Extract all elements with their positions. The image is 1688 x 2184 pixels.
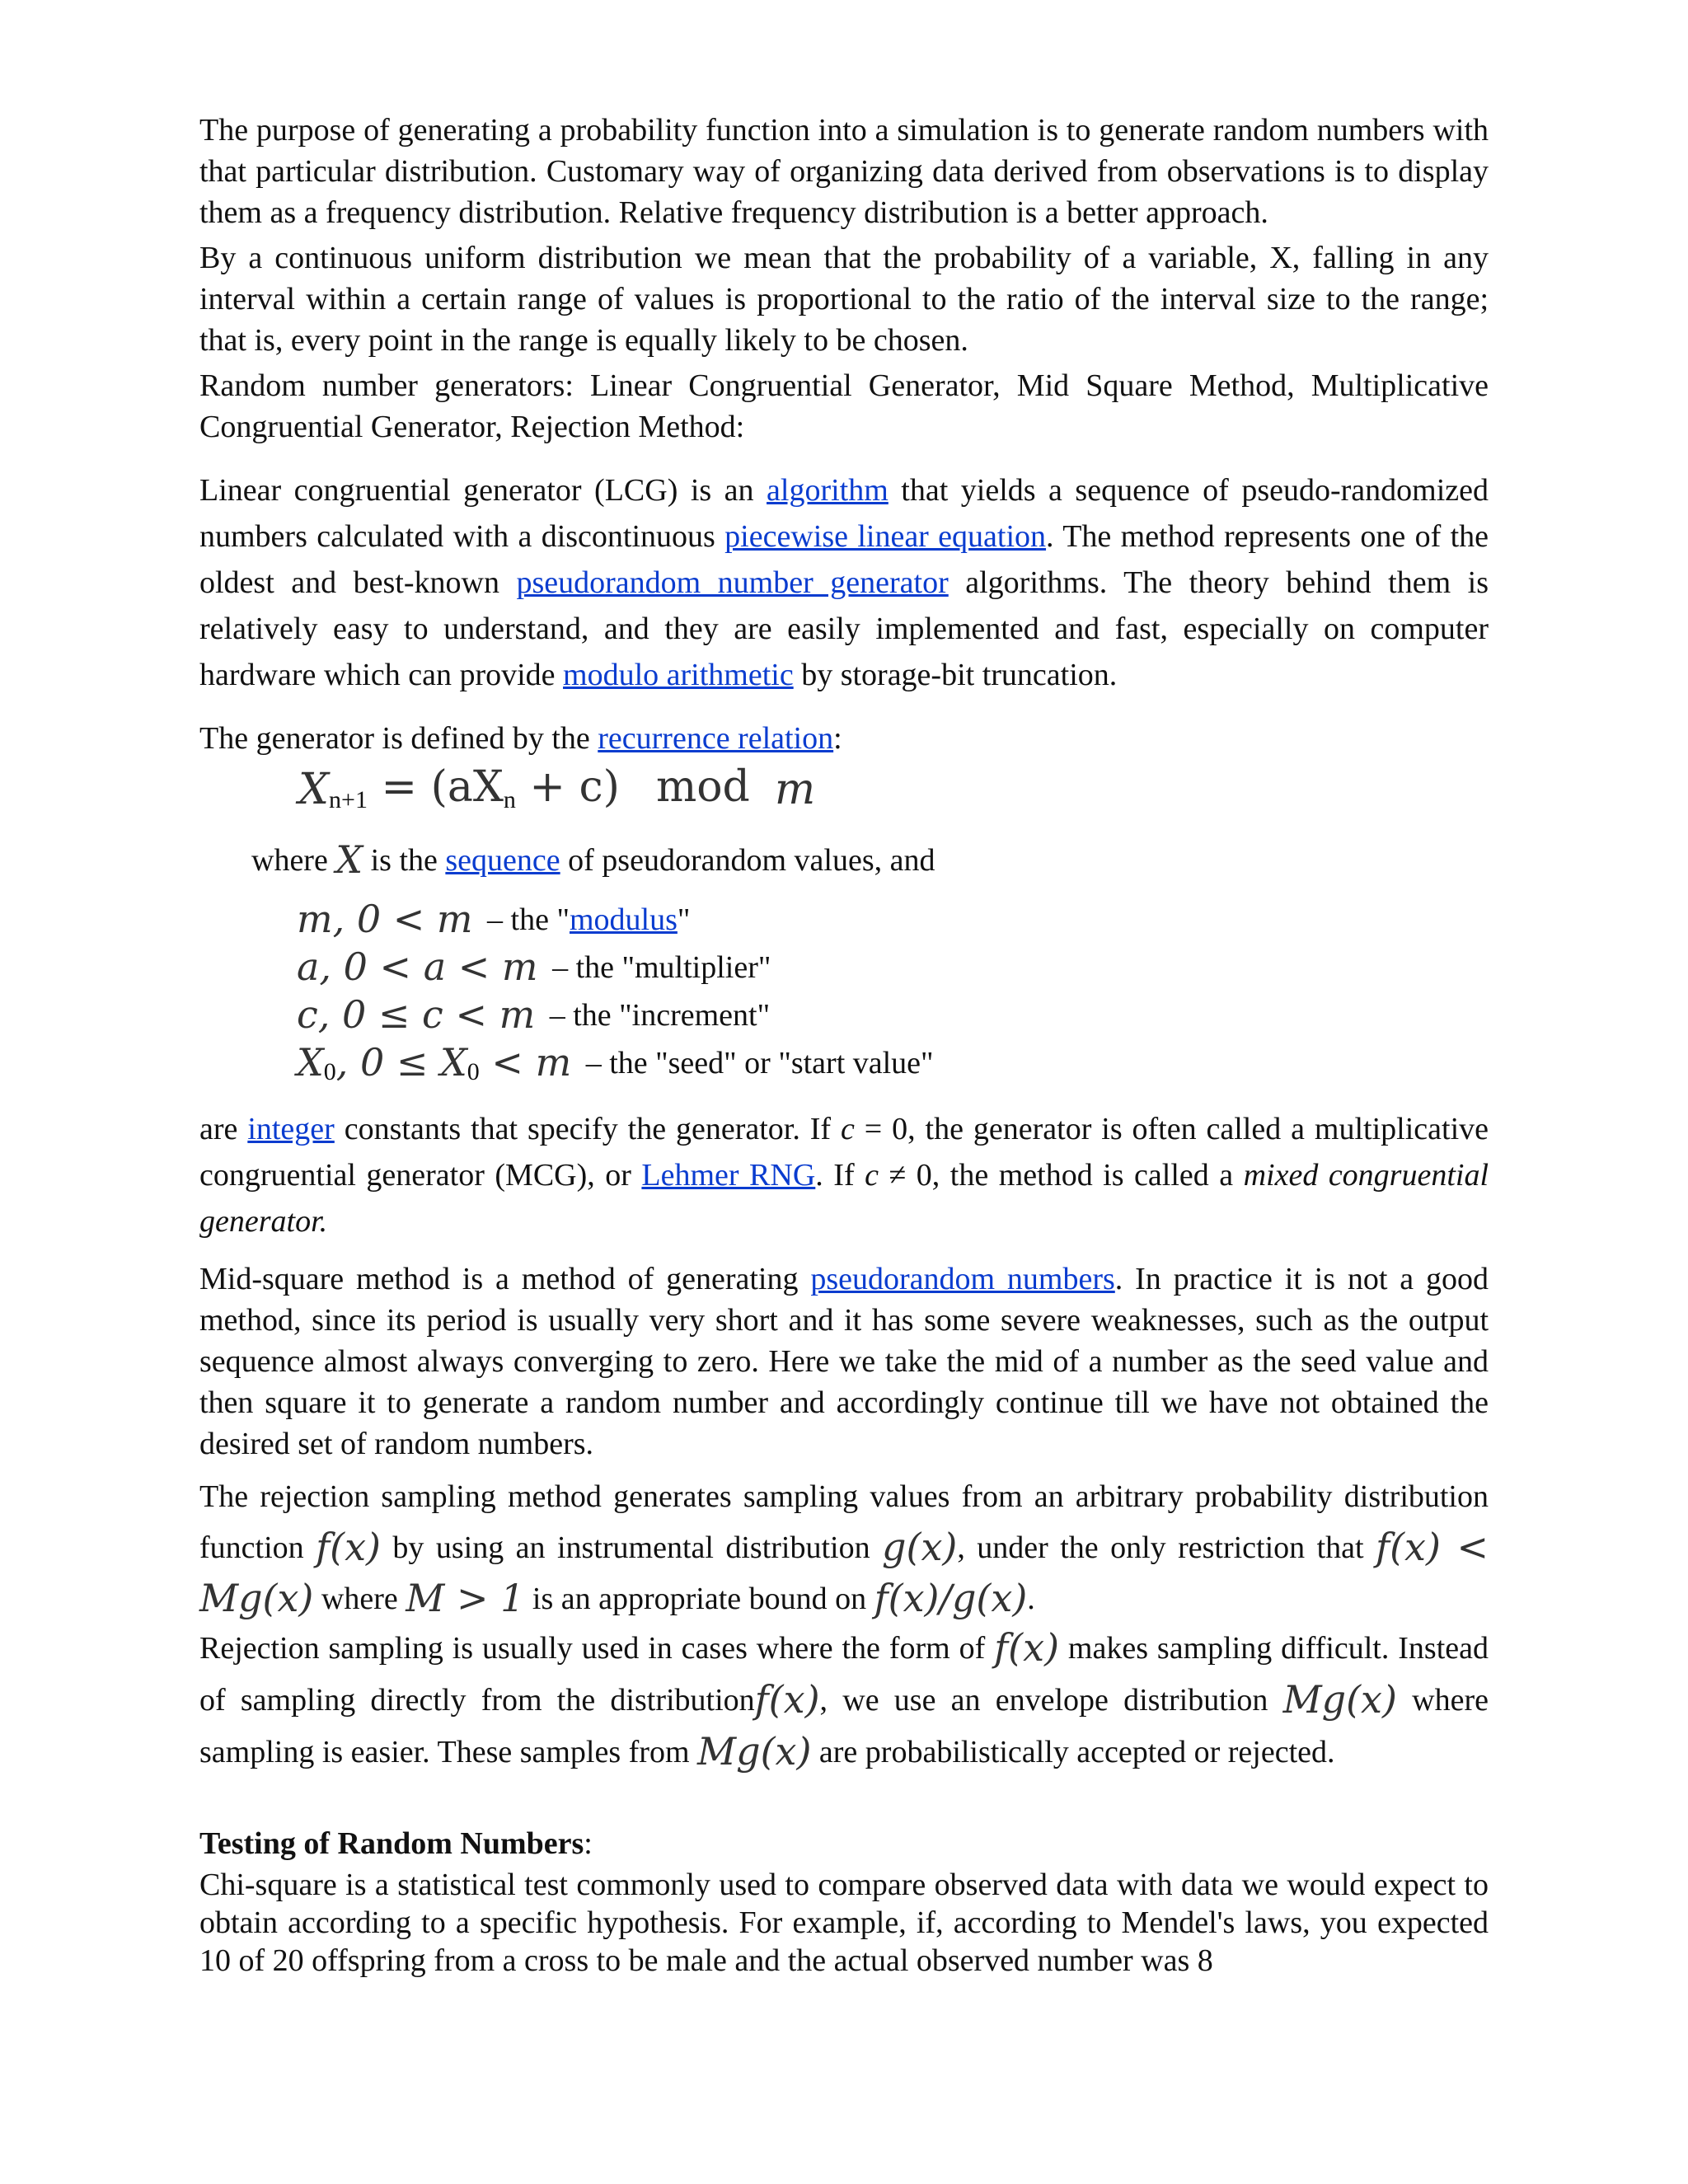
paragraph-constants: are integer constants that specify the generator. If c = 0, the generator is often called a multiplicative congruential generator (MCG), or Lehmer RNG. If c ≠ 0, the method is called a mixed congruential generator. <box>199 1112 1489 1239</box>
link-lehmer-rng[interactable]: Lehmer RNG <box>641 1158 816 1193</box>
param-multiplier: a, 0 < a < m – the "multiplier" <box>297 944 771 989</box>
param-seed: $X_0$, $0 \le X_0 < m$ – the "seed" or "start value" <box>297 1040 934 1085</box>
link-pseudorandom-number-generator[interactable]: pseudorandom number generator <box>516 565 949 600</box>
paragraph-chi-square: Chi-square is a statistical test commonly used to compare observed data with data we would expect to obtain according to a specific hypothesis. For example, if, according to Mendel's laws, you expected 10 of 20 offspring from a cross to be male and the actual observed number was 8 <box>199 1868 1489 1978</box>
gen-text-2: : <box>833 721 842 756</box>
link-algorithm[interactable]: algorithm <box>767 473 889 508</box>
paragraph-rejection-2: Rejection sampling is usually used in cases where the form of f(x) makes sampling difficult. Instead of sampling directly from the distributionf(x), we use an envelope distribution Mg(x) where sampling is easier. These samples from Mg(x) are probabilistically accepted or rejected. <box>199 1625 1489 1774</box>
paragraph-generators-list: Random number generators: Linear Congruential Generator, Mid Square Method, Multiplicative Congruential Generator, Rejection Method: <box>199 368 1489 444</box>
paragraph-generator-definition <box>199 718 1489 759</box>
gen-text-1: The generator is defined by the <box>199 721 598 756</box>
mixed-congruential-term: mixed congruential generator. <box>199 1158 1489 1239</box>
where-line: where X is the sequence of pseudorandom values, and <box>251 837 935 882</box>
lcg-text-1: Linear congruential generator (LCG) is an <box>199 473 767 508</box>
testing-heading-text: Testing of Random Numbers <box>199 1826 584 1861</box>
lcg-text-2: that yields a sequence of pseudo-randomized numbers calculated with a discontinuous <box>199 473 1489 554</box>
lcg-text-5: by storage-bit truncation. <box>793 658 1118 692</box>
testing-heading: Testing of Random Numbers: <box>199 1826 593 1861</box>
link-pseudorandom-numbers[interactable]: pseudorandom numbers <box>810 1262 1115 1296</box>
link-recurrence-relation[interactable]: recurrence relation <box>598 721 834 756</box>
link-piecewise-linear-equation[interactable]: piecewise linear equation <box>724 519 1047 554</box>
recurrence-formula: $X_{n+1} = (aX_n + c)$ mod m <box>298 762 816 814</box>
paragraph-lcg <box>199 467 1489 698</box>
paragraph-mid-square: Mid-square method is a method of generating pseudorandom numbers. In practice it is not a good method, since its period is usually very short and it has some severe weaknesses, such as the output sequence almost always converging to zero. Here we take the mid of a number as the seed value and then square it to generate a random number and accordingly continue till we have not obtained the desired set of random numbers. <box>199 1262 1489 1461</box>
param-modulus: m, 0 < m – the "modulus" <box>297 897 691 941</box>
link-modulo-arithmetic[interactable]: modulo arithmetic <box>563 658 794 692</box>
link-modulus[interactable]: modulus <box>569 902 678 937</box>
paragraph-purpose: The purpose of generating a probability function into a simulation is to generate random numbers with that particular distribution. Customary way of organizing data derived from observations is to display them as a frequency distribution. Relative frequency distribution is a better approach. <box>199 113 1489 230</box>
paragraph-uniform-distribution: By a continuous uniform distribution we mean that the probability of a variable, X, falling in any interval within a certain range of values is proportional to the ratio of the interval size to the range; that is, every point in the range is equally likely to be chosen. <box>199 241 1489 358</box>
lcg-text-4: algorithms. The theory behind them is relatively easy to understand, and they are easily implemented and fast, especially on computer hardware which can provide <box>199 565 1489 692</box>
paragraph-rejection-1: The rejection sampling method generates sampling values from an arbitrary probability distribution function f(x) by using an instrumental distribution g(x), under the only restriction that f(x) < Mg(x) where M > 1 is an appropriate bound on f(x)/g(x). <box>199 1479 1489 1620</box>
lcg-text-3: . The method represents one of the oldest and best-known <box>199 519 1489 600</box>
link-integer[interactable]: integer <box>247 1112 335 1146</box>
param-increment: c, 0 ≤ c < m – the "increment" <box>297 992 771 1037</box>
link-sequence[interactable]: sequence <box>445 843 560 878</box>
